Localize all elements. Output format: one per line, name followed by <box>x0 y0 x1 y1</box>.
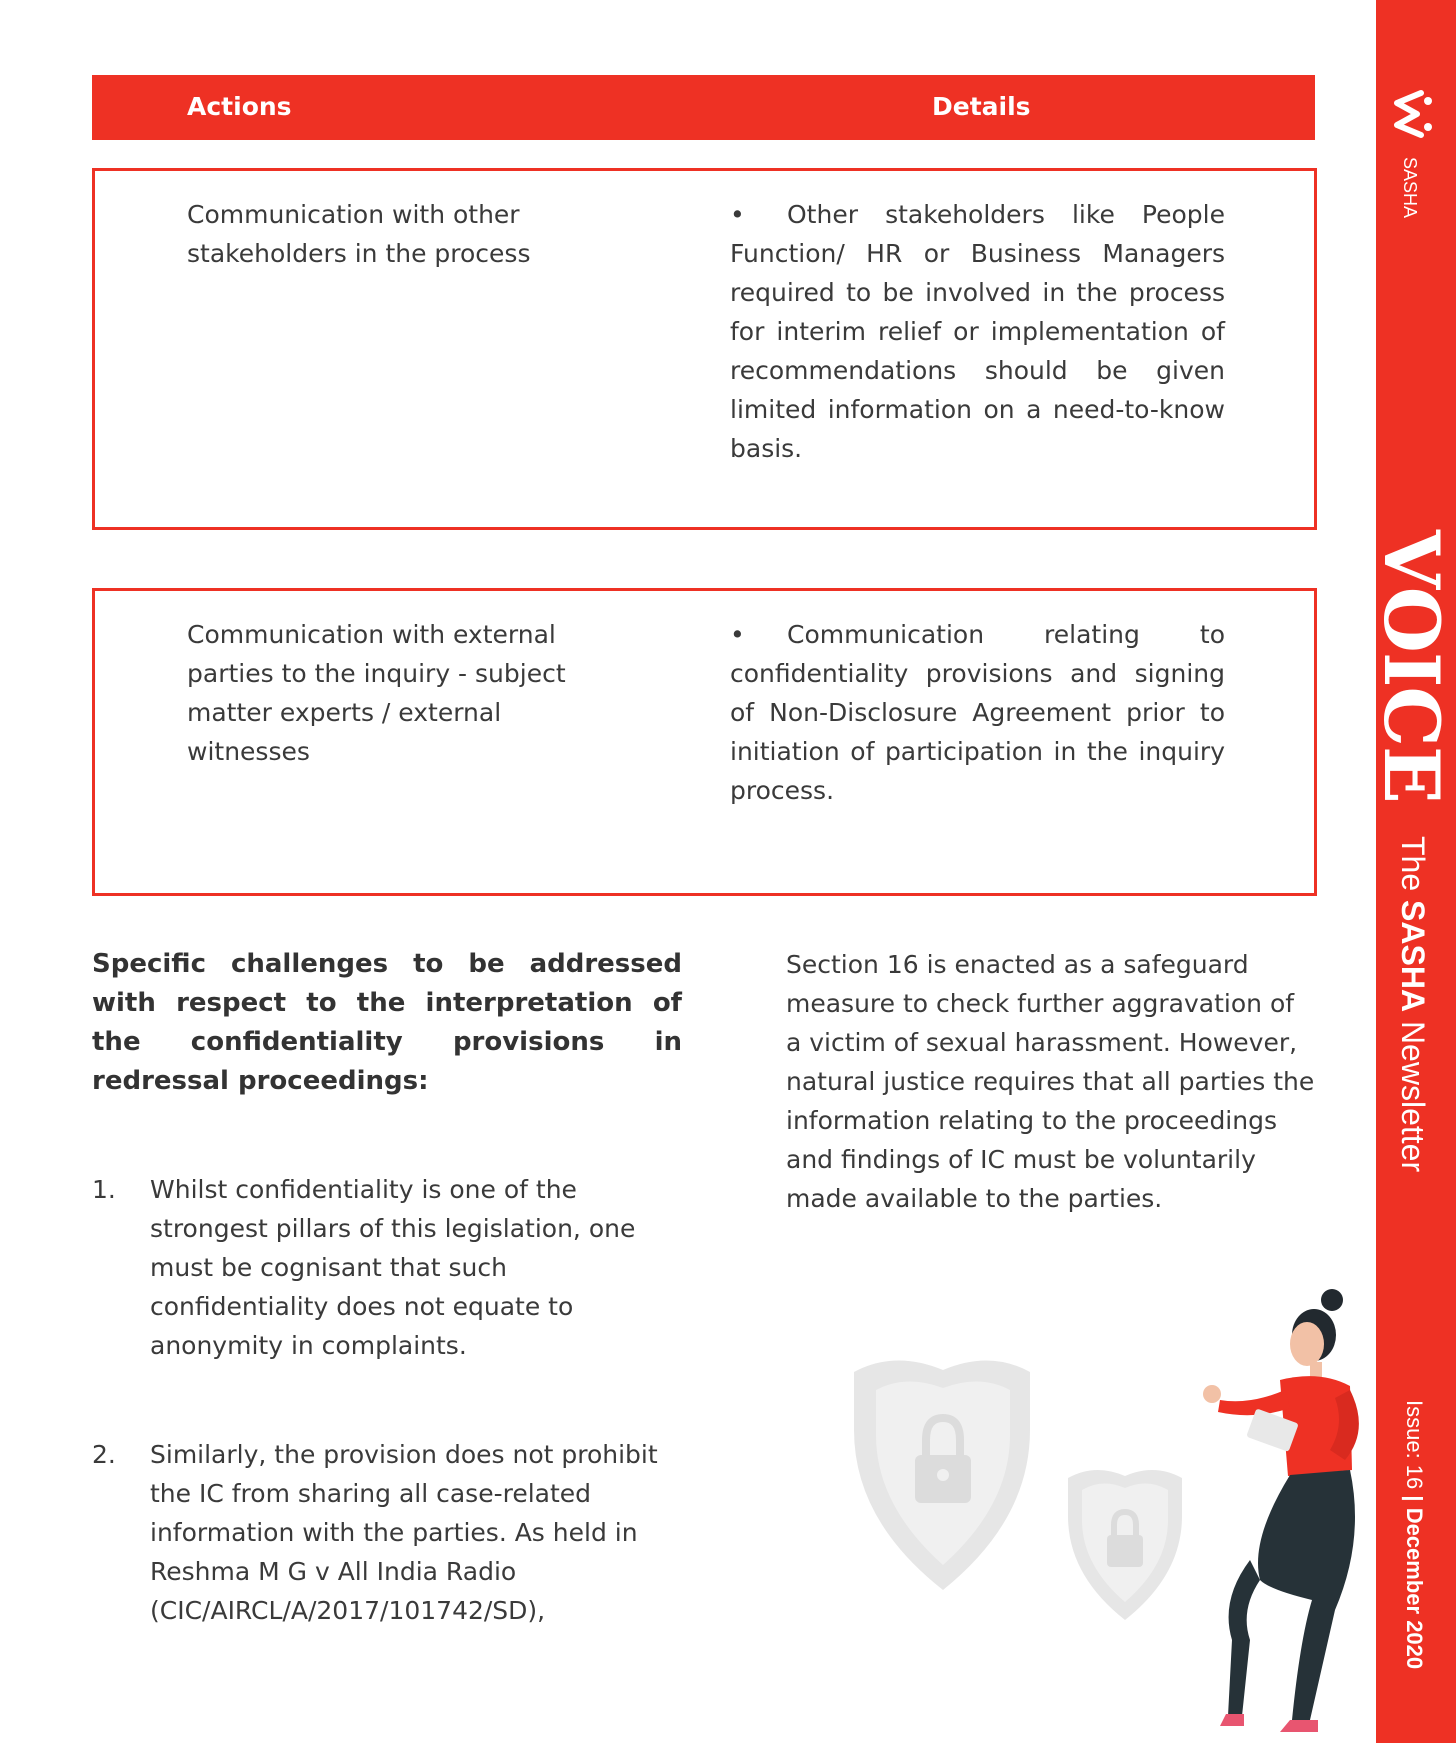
row-detail-text: Communication relating to confidentiality provisions and signing of Non-Disclosure Agreement prior to initiation of participation in the inquiry process. <box>730 620 1225 805</box>
list-number: 1. <box>92 1175 116 1204</box>
security-illustration <box>840 1280 1380 1743</box>
table-row <box>92 168 1317 530</box>
newsletter-subtitle <box>1394 836 1431 1172</box>
issue-date: December 2020 <box>1402 1507 1427 1670</box>
woman-figure <box>1203 1289 1359 1732</box>
bullet: • <box>730 200 745 229</box>
newsletter-title: VOICE <box>1367 530 1456 803</box>
large-shield-icon <box>854 1360 1030 1590</box>
row-detail-text: Other stakeholders like People Function/ HR or Business Managers required to be involved in the process for interim relief or implementation of recommendations should be given limited information on a need-to-know basis. <box>730 200 1225 463</box>
header-details: Details <box>932 92 1031 121</box>
subtitle-brand: SASHA <box>1395 900 1431 1013</box>
row-detail <box>730 195 1225 468</box>
bullet: • <box>730 620 745 649</box>
issue-separator: | <box>1402 1495 1427 1502</box>
subtitle-word: Newsletter <box>1395 1020 1431 1173</box>
header-actions: Actions <box>187 92 292 121</box>
table-row <box>92 588 1317 896</box>
section-heading: Specific challenges to be addressed with respect to the interpretation of the confidentiality provisions in redressal proceedings: <box>92 949 682 1096</box>
issue-info <box>1401 1400 1427 1669</box>
list-text: Whilst confidentiality is one of the strongest pillars of this legislation, one must be cognisant that such confidentiality does not equate to anonymity in complaints. <box>150 1175 636 1360</box>
table-header <box>92 75 1315 140</box>
issue-number: Issue: 16 <box>1402 1400 1427 1490</box>
small-shield-icon <box>1068 1470 1182 1620</box>
subtitle-the: The <box>1395 836 1431 892</box>
list-number: 2. <box>92 1440 116 1469</box>
sasha-logo <box>1384 76 1448 219</box>
logo-text: SASHA <box>1400 157 1420 219</box>
right-paragraph: Section 16 is enacted as a safeguard measure to check further aggravation of a victim of sexual harassment. However, natural justice requires that all parties the information relating to the proceedings and findings of IC must be voluntarily made available to the parties. <box>786 950 1315 1213</box>
list-text: Similarly, the provision does not prohibit the IC from sharing all case-related information with the parties. As held in Reshma M G v All India Radio (CIC/AIRCL/A/2017/101742/SD), <box>150 1440 658 1625</box>
row-action: Communication with other stakeholders in the process <box>187 200 531 268</box>
row-action: Communication with external parties to the inquiry - subject matter experts / external witnesses <box>187 620 566 766</box>
row-detail <box>730 615 1225 810</box>
